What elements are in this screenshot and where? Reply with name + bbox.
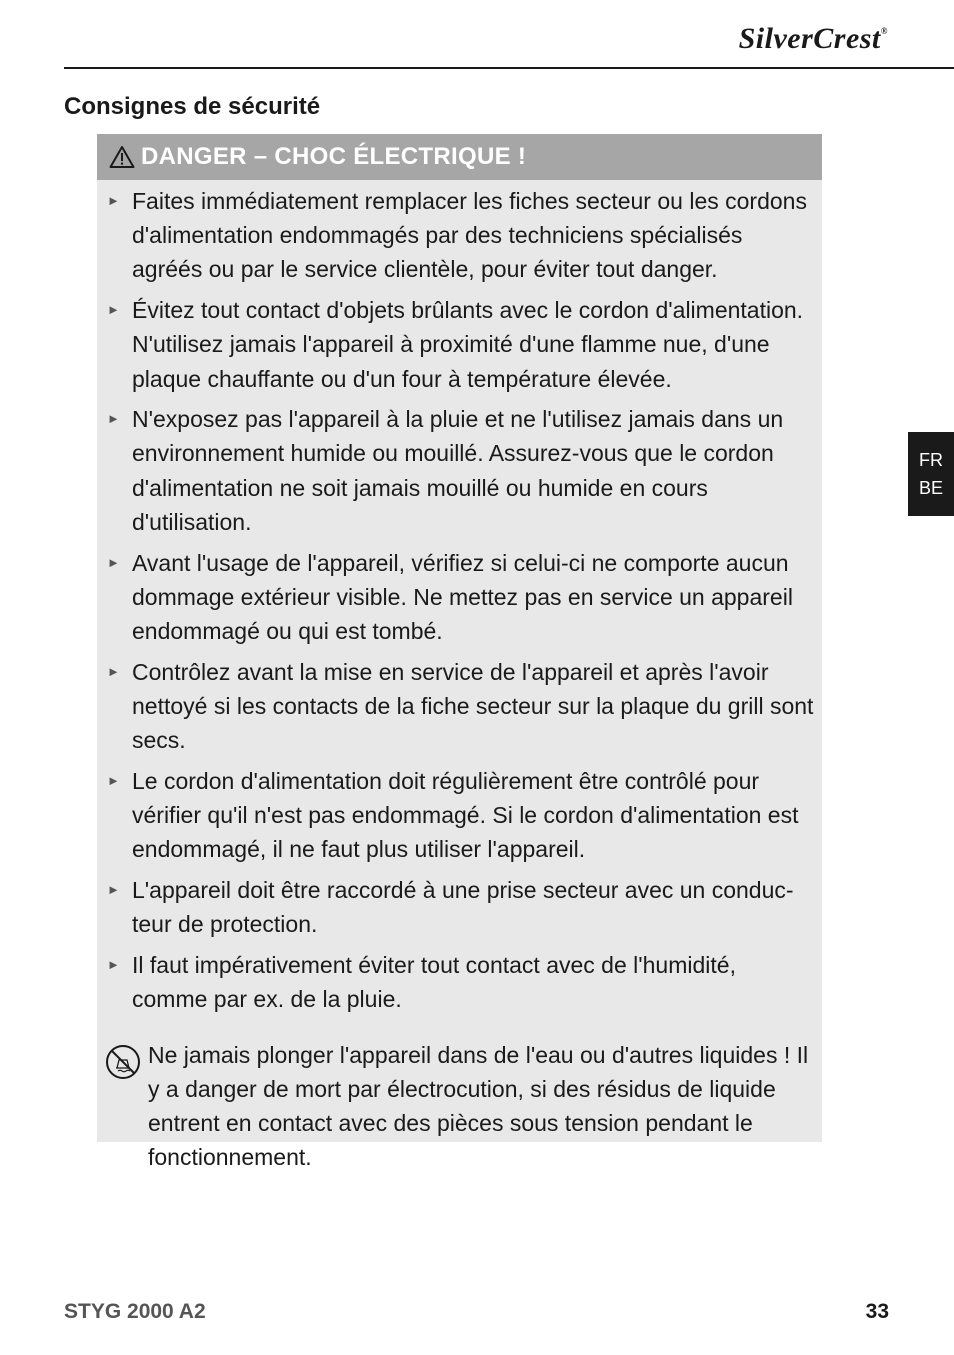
page-number: 33	[865, 1300, 889, 1323]
warning-triangle-icon	[109, 145, 135, 169]
list-item-text: N'exposez pas l'appareil à la pluie et ne l'utilisez jamais dans un environnement humide ou mouillé. Assurez-vous que le cordon d'alimentation ne soit jamais mouillé ou humide en cours d'utilisation.	[132, 406, 784, 535]
brand-logo: SilverCrest®	[738, 22, 888, 55]
arrow-bullet-icon: ►	[107, 411, 120, 427]
language-code-fr: FR	[919, 450, 943, 470]
list-item	[97, 655, 822, 758]
no-immersion-icon	[105, 1044, 141, 1080]
arrow-bullet-icon: ►	[107, 302, 120, 318]
list-item-text: Avant l'usage de l'appareil, vérifiez si celui-ci ne comporte aucun dommage extérieur visible. Ne mettez pas en service un appareil endommagé ou qui est tombé.	[132, 549, 793, 644]
list-item-text: Le cordon d'alimentation doit régulièrement être contrôlé pour vérifier qu'il n'est pas endommagé. Si le cordon d'alimentation est endommagé, il ne faut plus utiliser l'appareil.	[132, 767, 799, 863]
warning-title: DANGER – CHOC ÉLECTRIQUE !	[141, 143, 527, 170]
footer-model: STYG 2000 A2	[64, 1300, 206, 1323]
header-rule	[64, 67, 954, 69]
arrow-bullet-icon: ►	[107, 554, 120, 570]
list-item	[97, 873, 822, 941]
list-item	[97, 402, 822, 539]
list-item	[97, 293, 822, 396]
list-item-text: Il faut impérativement éviter tout contact avec de l'humidité, comme par ex. de la pluie.	[132, 951, 736, 1012]
arrow-bullet-icon: ►	[107, 956, 120, 972]
list-item-text: Faites immédiatement remplacer les fiches secteur ou les cordons d'alimentation endommagés par des techniciens spécialisés agréés ou par le service clientèle, pour éviter tout danger.	[132, 188, 807, 283]
list-item	[97, 184, 822, 287]
list-item	[97, 764, 822, 867]
warning-box	[97, 134, 822, 1171]
language-tab	[908, 432, 954, 516]
list-item-text: Contrôlez avant la mise en service de l'appareil et après l'avoir nettoyé si les contacts de la fiche secteur sur la plaque du grill sont secs.	[132, 658, 814, 754]
list-item	[97, 546, 822, 649]
list-item-text: Évitez tout contact d'objets brûlants avec le cordon d'alimentation. N'utilisez jamais l'appareil à proximité d'une flamme nue, d'une plaque chauffante ou d'un four à température élevée.	[132, 297, 804, 392]
arrow-bullet-icon: ►	[107, 772, 120, 788]
arrow-bullet-icon: ►	[107, 663, 120, 679]
list-item-text: L'appareil doit être raccordé à une prise secteur avec un conduc- teur de protection.	[132, 876, 794, 938]
immersion-note	[97, 1038, 822, 1174]
section-title: Consignes de sécurité	[64, 93, 321, 120]
warning-header	[97, 134, 822, 180]
language-code-be: BE	[918, 478, 943, 498]
note-text: Ne jamais plonger l'appareil dans de l'eau ou d'autres liquides ! Il y a danger de mort par électrocution, si des résidus de liquide entrent en contact avec des pièces sous tension pendant le fonctionnement.	[148, 1042, 809, 1171]
arrow-bullet-icon: ►	[107, 881, 120, 897]
list-item	[97, 948, 822, 1016]
arrow-bullet-icon: ►	[107, 193, 120, 208]
warning-list	[97, 180, 822, 1016]
